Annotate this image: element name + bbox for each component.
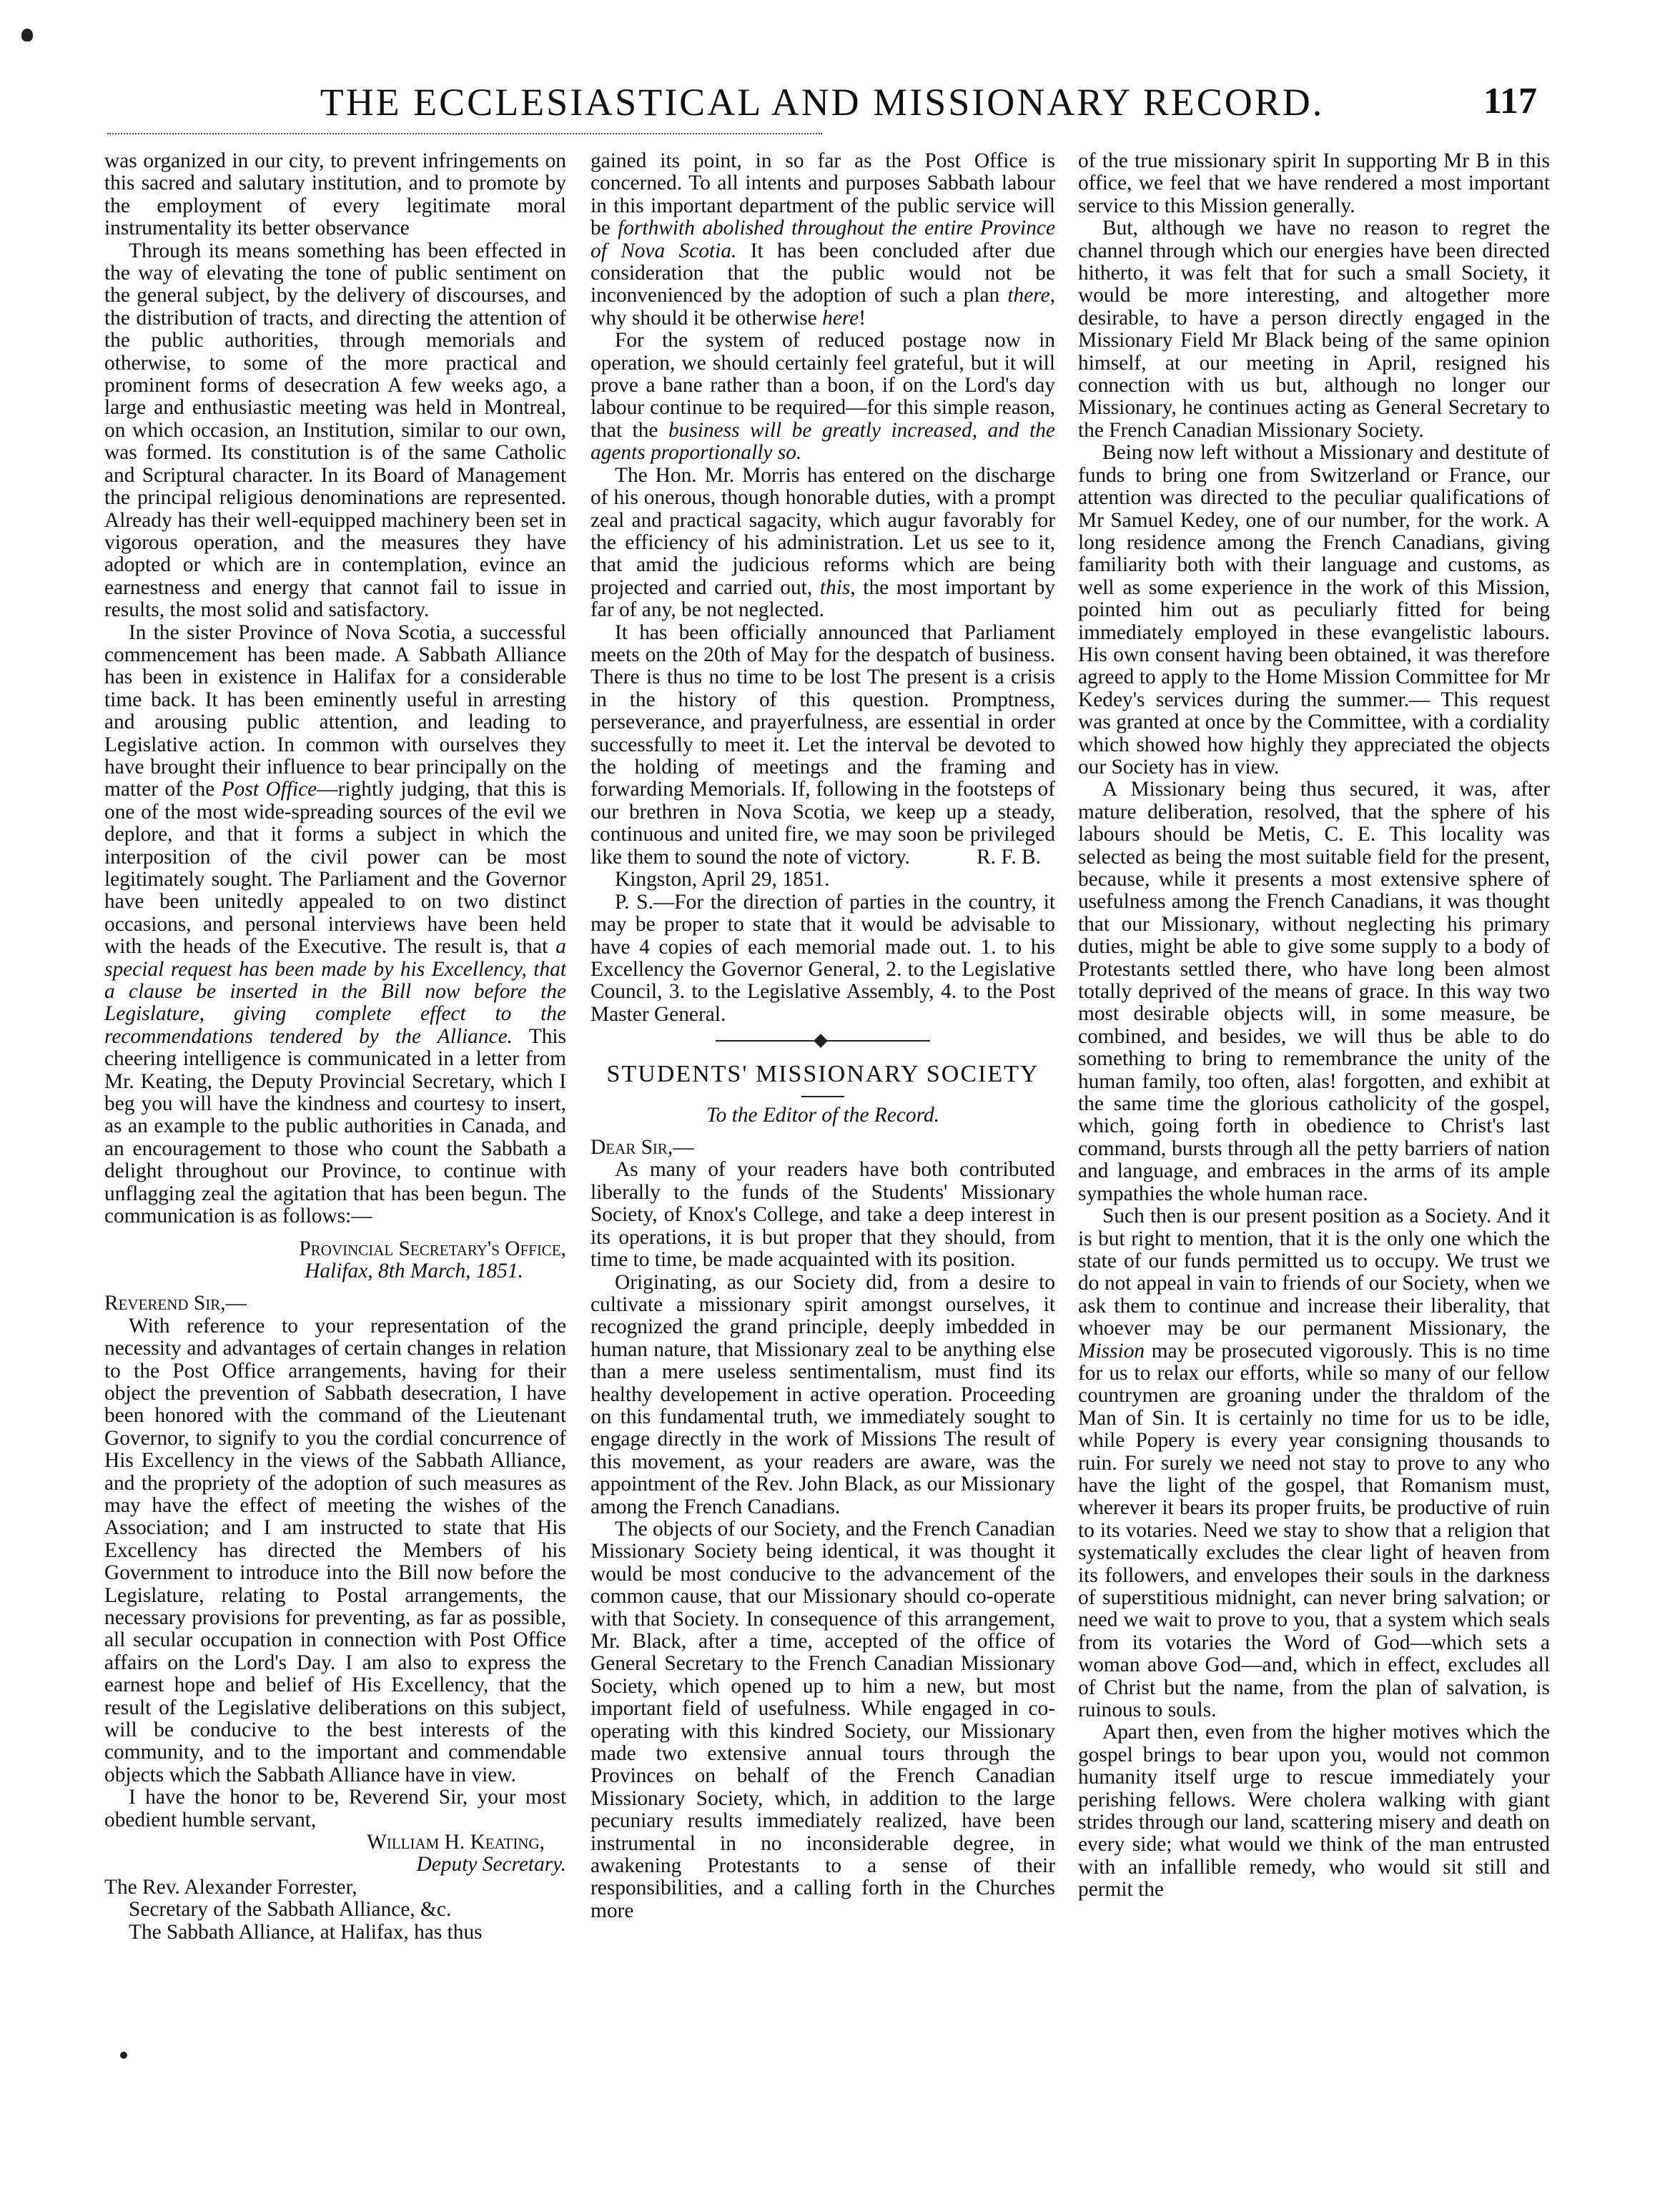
paragraph: The objects of our Society, and the French Canadian Missionary Society being identical, it was thought it would be most conducive to the advancement of the common cause, that our Missionary should co-operate with that Society. In consequence of this arrangement, Mr. Black, after a time, accepted of the office of General Secretary to the French Canadian Missionary Society, which opened up to him a new, but most important field of usefulness. While engaged in co-operating with this kindred Society, our Missionary made two extensive annual tours through the Provinces on behalf of the French Canadian Missionary Society, which, in addition to the large pecuniary results immediately realized, have been instrumental in no inconsiderable degree, in awakening Protestants to a sense of their responsibilities, and a calling forth in the Churches more (591, 1517, 1055, 1922)
emphasis: forthwith abolished throughout the entire Province of Nova Scotia. (591, 217, 1055, 262)
dateline: Kingston, April 29, 1851. (615, 868, 830, 891)
addressee-title: Secretary of the Sabbath Alliance, &c. (129, 1898, 452, 1922)
paragraph (591, 330, 1055, 464)
text-run: For the system of reduced postage now in operation, we should certainly feel grateful, but it will prove a bane rather than a boon, if on the Lord's day labour continue to be required—for this simple reason, that the (591, 329, 1055, 442)
text-run: Such then is our present position as a Society. And it is but right to mention, that it is the only one which the state of our funds permitted us to occupy. We trust we do not appeal in vain to friends of our Society, when we ask them to continue and increase their liberality, that whoever may be our permanent Missionary, the (1078, 1205, 1550, 1340)
emphasis: a special request has been made by his Excellency, that a clause be inserted in the Bill now before the Legislature, giving complete effect to the recommendations tendered by the Alliance. (104, 935, 566, 1048)
salutation: Reverend Sir,— (104, 1292, 247, 1315)
signer-title: Deputy Secretary. (416, 1853, 566, 1876)
paragraph: As many of your readers have both contributed liberally to the funds of the Students' Missionary Society, of Knox's College, and take a deep interest in its operations, it is but proper that they should, from time to time, be made acquainted with its position. (591, 1158, 1055, 1272)
paragraph: of the true missionary spirit In supporting Mr B in this office, we feel that we have rendered a most important service to this Mission generally. (1078, 150, 1550, 217)
column-right (1078, 150, 1550, 2137)
text-run: gained its point, in so far as the Post Office is concerned. To all intents and purposes Sabbath labour in this important department of the public service will be (591, 150, 1055, 240)
paragraph (591, 465, 1055, 622)
text-run: , the most important by far of any, be not neglected. (591, 575, 1055, 622)
emphasis: here (822, 306, 859, 330)
paragraph (104, 622, 566, 1228)
paragraph: But, although we have no reason to regret the channel through which our energies have been directed hitherto, it was felt that for such a small Society, it would be more interesting, and altogether more desirable, to have a person directly engaged in the Missionary Field Mr Black being of the same opinion himself, at our meeting in April, resigned his connection with us but, although no longer our Missionary, he continues acting as General Secretary to the French Canadian Missionary Society. (1078, 217, 1550, 442)
text-run: , why should it be otherwise (591, 284, 1055, 330)
paragraph: Originating, as our Society did, from a desire to cultivate a missionary spirit amongst ourselves, it recognized the grand principle, deeply imbedded in human nature, that Missionary zeal to be anything else than a mere useless sentimentalism, must find its healthy developement in active operation. Proceeding on this fundamental truth, we immediately sought to engage directly in the work of Missions The result of this movement, as your readers are aware, was the appointment of the Rev. John Black, as our Missionary among the French Canadians. (591, 1270, 1055, 1518)
paragraph: Being now left without a Missionary and destitute of funds to bring one from Switzerland or France, our attention was directed to the peculiar qualifications of Mr Samuel Kedey, one of our number, for the work. A long residence among the French Canadians, giving familiarity both with their language and customs, as well as some experience in the work of this Mission, pointed him out as peculiarly fitted for being immediately employed in these evangelistic labours. His own consent having been obtained, it was therefore agreed to apply to the Home Mission Committee for Mr Kedey's services during the summer.— This request was granted at once by the Committee, with a cordiality which showed how highly they appreciated the objects our Society has in view. (1078, 441, 1550, 778)
paragraph: The Sabbath Alliance, at Halifax, has thus (129, 1920, 483, 1944)
paragraph (591, 150, 1055, 330)
emphasis: Mission (1078, 1339, 1145, 1362)
header-rule (107, 133, 822, 134)
margin-blot (21, 29, 33, 41)
paragraph: Apart then, even from the higher motives which the gospel brings to bear upon you, would not common humanity itself urge to rescue immediately your perishing fellows. Were cholera walking with giant strides through our land, scattering misery and death on every side; what would we think of the man entrusted with an infallible remedy, who would sit still and permit the (1078, 1721, 1550, 1901)
text-run: This cheering intelligence is communicated in a letter from Mr. Keating, the Deputy Provincial Secretary, which I beg you will have the kindness and courtesy to insert, as an example to the public authorities in Canada, and an encouragement to those who count the Sabbath a delight throughout our Province, to continue with unflagging zeal the agitation that has been begun. The communication is as follows:— (104, 1024, 566, 1228)
salutation: Dear Sir,— (591, 1136, 694, 1159)
title-rule (801, 1096, 844, 1097)
text-run: may be prosecuted vigorously. This is no time for us to relax our efforts, while so many of our fellow countrymen are groaning under the thraldom of the Man of Sin. It is certainly no time for us to be idle, while Popery is every year consigning thousands to ruin. For surely we need not stay to prove to any who have the light of the gospel, that Romanism must, wherever it bears its proper fruits, be productive of ruin to its votaries. Need we stay to show that a religion that systematically excludes the clear light of heaven from its followers, and envelopes their souls in the darkness of superstitious midnight, can never bring salvation; or need we wait to prove to you, that a system which seals from its votaries the Word of God—which sets a woman above God—and, which in effect, excludes all of Christ but the name, from the plan of salvation, is ruinous to souls. (1078, 1339, 1550, 1722)
emphasis: there (1007, 284, 1050, 307)
margin-dot (120, 2052, 127, 2059)
letter-date: Halifax, 8th March, 1851. (305, 1259, 523, 1282)
page-number: 117 (1483, 81, 1537, 122)
initials: R. F. B. (977, 846, 1041, 869)
section-title: STUDENTS' MISSIONARY SOCIETY (606, 1061, 1039, 1088)
section-subtitle: To the Editor of the Record. (706, 1103, 939, 1127)
text-run: —rightly judging, that this is one of the most wide-spreading sources of the evil we deplore, and that it forms a subject in which the interposition of the civil power can be most legitimately sought. The Parliament and the Governor have been unitedly appealed to on two distinct occasions, and personal interviews have been held with the heads of the Executive. The result is, that (104, 778, 566, 959)
signer: William H. Keating, (367, 1831, 545, 1854)
emphasis: business will be greatly increased, and the agents proportionally so. (591, 418, 1055, 465)
journal-title: THE ECCLESIASTICAL AND MISSIONARY RECORD. (320, 81, 1325, 124)
addressee: The Rev. Alexander Forrester, (104, 1875, 357, 1899)
paragraph (1078, 1205, 1550, 1721)
emphasis: Post Office (221, 778, 317, 801)
text-run: The Hon. Mr. Morris has entered on the discharge of his onerous, though honorable duties, with a prompt zeal and practical sagacity, which augur favorably for the efficiency of his administration. Let us see to it, that amid the judicious reforms which are being projected and carried out, (591, 463, 1055, 599)
running-header (107, 80, 1537, 123)
column-middle (591, 150, 1055, 2137)
text-run: ! (859, 306, 866, 330)
closing: I have the honor to be, Reverend Sir, your most obedient humble servant, (104, 1786, 566, 1831)
text-run: It has been concluded after due consideration that the public would not be inconvenienced by the adoption of such a plan (591, 239, 1055, 307)
letter-body: With reference to your representation of the necessity and advantages of certain changes in relation to the Post Office arrangements, having for their object the prevention of Sabbath desecration, I have been honored with the command of the Lieutenant Governor, to signify to you the cordial concurrence of His Excellency in the views of the Sabbath Alliance, and the propriety of the adoption of such measures as may have the effect of meeting the wishes of the Association; and I am instructed to state that His Excellency has directed the Members of his Government to introduce into the Bill now before the Legislature, relating to Postal arrangements, the necessary provisions for preventing, as far as possible, all secular occupation in connection with Post Office affairs on the Lord's Day. I am also to express the earnest hope and belief of His Excellency, that the result of the Legislative deliberations on this subject, will be conducive to the best interests of the community, and to the important and commendable objects which the Sabbath Alliance have in view. (104, 1314, 566, 1786)
paragraph: A Missionary being thus secured, it was, after mature deliberation, resolved, that the sphere of his labours should be Metis, C. E. This locality was selected as being the most suitable field for the present, because, while it presents a most extensive sphere of usefulness among the French Canadians, it was thought that our Missionary, without neglecting his primary duties, might be able to give some supply to a body of Protestants settled there, who have long been almost totally deprived of the means of grace. In this way two most desirable objects will, in some measure, be combined, and besides, we will thus be able to do something to bring to remembrance the unity of the human family, too often, alas! forgotten, and exhibit at the same time the glorious catholicity of the gospel, which, going forth in obedience to Christ's last command, bursts through all the petty barriers of nation and language, and embraces in the arms of its ample sympathies the whole human race. (1078, 778, 1550, 1205)
postscript: P. S.—For the direction of parties in the country, it may be proper to state that it would be advisable to have 4 copies of each memorial made out. 1. to his Excellency the Governor General, 2. to the Legislative Council, 3. to the Legislative Assembly, 4. to the Post Master General. (591, 890, 1055, 1026)
text-run: In the sister Province of Nova Scotia, a successful commencement has been made. A Sabbath Alliance has been in existence in Halifax for a considerable time back. It has been eminently useful in arresting and arousing public attention, and leading to Legislative action. In common with ourselves they have brought their influence to bear principally on the matter of the (104, 620, 566, 801)
paragraph: Through its means something has been effected in the way of elevating the tone of public sentiment on the general subject, by the delivery of discourses, and the distribution of tracts, and directing the attention of the public authorities, through memorials and otherwise, to some of the more practical and prominent forms of desecration A few weeks ago, a large and enthusiastic meeting was held in Montreal, on which occasion, an Institution, similar to our own, was formed. Its constitution is of the same Catholic and Scriptural character. In its Board of Management the principal religious denominations are represented. Already has their well-equipped machinery been set in vigorous operation, and the measures they have adopted or which are in contemplation, evince an earnestness and energy that cannot fail to issue in results, the most solid and satisfactory. (104, 239, 566, 622)
section-divider (716, 1040, 930, 1042)
emphasis: this (819, 575, 851, 599)
paragraph: was organized in our city, to prevent infringements on this sacred and salutary institution, and to promote by the employment of every legitimate moral instrumentality its better observance (104, 150, 566, 240)
letter-office: Provincial Secretary's Office, (299, 1237, 566, 1260)
column-left (104, 150, 566, 2137)
paragraph: It has been officially announced that Parliament meets on the 20th of May for the despatch of business. There is thus no time to be lost The present is a crisis in the history of this question. Promptness, perseverance, and prayerfulness, are essential in order successfully to meet it. Let the interval be devoted to the holding of meetings and the framing and forwarding Memorials. If, following in the footsteps of our brethren in Nova Scotia, we keep up a steady, continuous and united fire, we may soon be privileged like them to sound the note of victory. (591, 620, 1055, 869)
